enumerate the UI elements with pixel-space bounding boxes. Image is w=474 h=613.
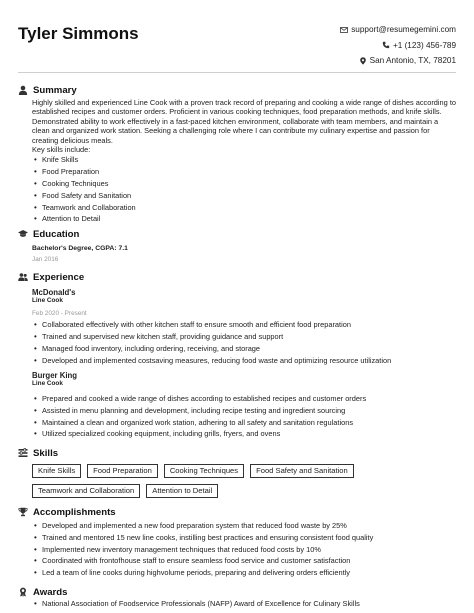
list-item: • Knife Skills	[32, 154, 456, 166]
email-text[interactable]: support@resumegemini.com	[351, 25, 456, 34]
contact-phone[interactable]	[340, 38, 456, 54]
job-company: McDonald's	[32, 288, 76, 297]
list-item: • Managed food inventory, including ordering, receiving, and storage	[32, 343, 456, 355]
accomplishments-section	[18, 506, 456, 579]
contact-location	[340, 53, 456, 69]
skills-chips	[32, 464, 412, 498]
list-item: • Maintained a clean and organized work station, adhering to all safety and sanitation regulations	[32, 417, 456, 429]
users-icon	[18, 272, 28, 282]
resume-header	[18, 18, 456, 70]
list-item: • Cooking Techniques	[32, 178, 456, 190]
list-item: • National Association of Foodservice Professionals (NAFP) Award of Excellence for Culinary Skills	[32, 598, 456, 610]
list-item: • Trained and mentored 15 new line cooks, instilling best practices and ensuring consistent food quality	[32, 532, 456, 544]
job-bullets	[32, 319, 456, 366]
list-item: • Led a team of line cooks during highvolume periods, preparing and delivering orders efficiently	[32, 567, 456, 579]
list-item: • Developed and implemented costsaving measures, reducing food waste and optimizing resource utilization	[32, 355, 456, 367]
skill-chip: Cooking Techniques	[164, 464, 244, 478]
list-item: • Coordinated with frontofhouse staff to ensure seamless food service and customer satisfaction	[32, 555, 456, 567]
job-date: Feb 2020 - Present	[32, 310, 87, 318]
location-text: San Antonio, TX, 78201	[369, 56, 456, 65]
skill-chip: Food Safety and Sanitation	[250, 464, 354, 478]
skill-chip: Teamwork and Collaboration	[32, 484, 140, 498]
job-entry	[32, 288, 456, 367]
awards-list	[32, 598, 456, 610]
header-divider	[18, 72, 456, 73]
experience-title: Experience	[33, 271, 85, 283]
experience-section	[18, 271, 456, 440]
education-section	[18, 228, 456, 264]
list-item: • Attention to Detail	[32, 213, 456, 225]
education-date: Jan 2016	[32, 256, 59, 264]
skill-chip: Attention to Detail	[146, 484, 218, 498]
contact-email[interactable]	[340, 22, 456, 38]
phone-text[interactable]: +1 (123) 456-789	[392, 40, 456, 50]
job-bullets	[32, 393, 456, 440]
contact-info	[340, 22, 456, 69]
skill-chip: Knife Skills	[32, 464, 81, 478]
location-pin-icon	[359, 57, 367, 65]
skill-chip: Food Preparation	[87, 464, 158, 478]
list-item: • Developed and implemented a new food preparation system that reduced food waste by 25%	[32, 520, 456, 532]
education-title: Education	[33, 228, 80, 240]
list-item: • Food Preparation	[32, 166, 456, 178]
list-item: • Food Safety and Sanitation	[32, 190, 456, 202]
job-company: Burger King	[32, 370, 78, 380]
list-item: • Utilized specialized cooking equipment, including grills, fryers, and ovens	[32, 428, 456, 440]
education-degree: Bachelor's Degree, CGPA: 7.1	[32, 245, 128, 252]
accomplishments-title: Accomplishments	[33, 506, 116, 518]
awards-section	[18, 586, 456, 610]
summary-title: Summary	[33, 84, 77, 96]
summary-text: Highly skilled and experienced Line Cook with a proven track record of preparing and cooking a wide range of dishes according to established recipes and customer orders. Proficient in various cooking techniques, food preparation methods, and knife skills. Demonstrated ability to work effectively in a fast-paced kitchen environment, collaborate with team members, and maintain a clean and organized work station. Seeking a challenging role where I can contribute my culinary expertise and passion for creating delicious meals.	[32, 98, 456, 145]
graduation-cap-icon	[18, 229, 28, 239]
email-icon	[340, 26, 348, 34]
trophy-icon	[18, 507, 28, 517]
list-item: • Prepared and cooked a wide range of dishes according to established recipes and customer orders	[32, 393, 456, 405]
key-skills-intro: Key skills include:	[32, 145, 91, 155]
awards-title: Awards	[33, 586, 68, 598]
summary-section	[18, 84, 456, 225]
list-item: • Implemented new inventory management techniques that reduced food costs by 10%	[32, 544, 456, 556]
job-role: Line Cook	[32, 297, 63, 305]
list-item: • Trained and supervised new kitchen staff, providing guidance and support	[32, 331, 456, 343]
candidate-name: Tyler Simmons	[18, 24, 139, 43]
summary-skills-list	[32, 154, 456, 225]
user-icon	[18, 85, 28, 95]
list-item: • Collaborated effectively with other kitchen staff to ensure smooth and efficient food preparation	[32, 319, 456, 331]
skills-section	[18, 447, 456, 498]
skills-title: Skills	[33, 447, 59, 459]
list-item: • Assisted in menu planning and development, including recipe testing and ingredient sourcing	[32, 405, 456, 417]
job-entry	[32, 371, 456, 441]
job-role: Line Cook	[32, 380, 63, 387]
award-medal-icon	[18, 587, 28, 597]
list-item: • Teamwork and Collaboration	[32, 202, 456, 214]
accomplishments-list	[32, 520, 456, 579]
skills-bars-icon	[18, 448, 28, 458]
phone-icon	[382, 41, 390, 49]
